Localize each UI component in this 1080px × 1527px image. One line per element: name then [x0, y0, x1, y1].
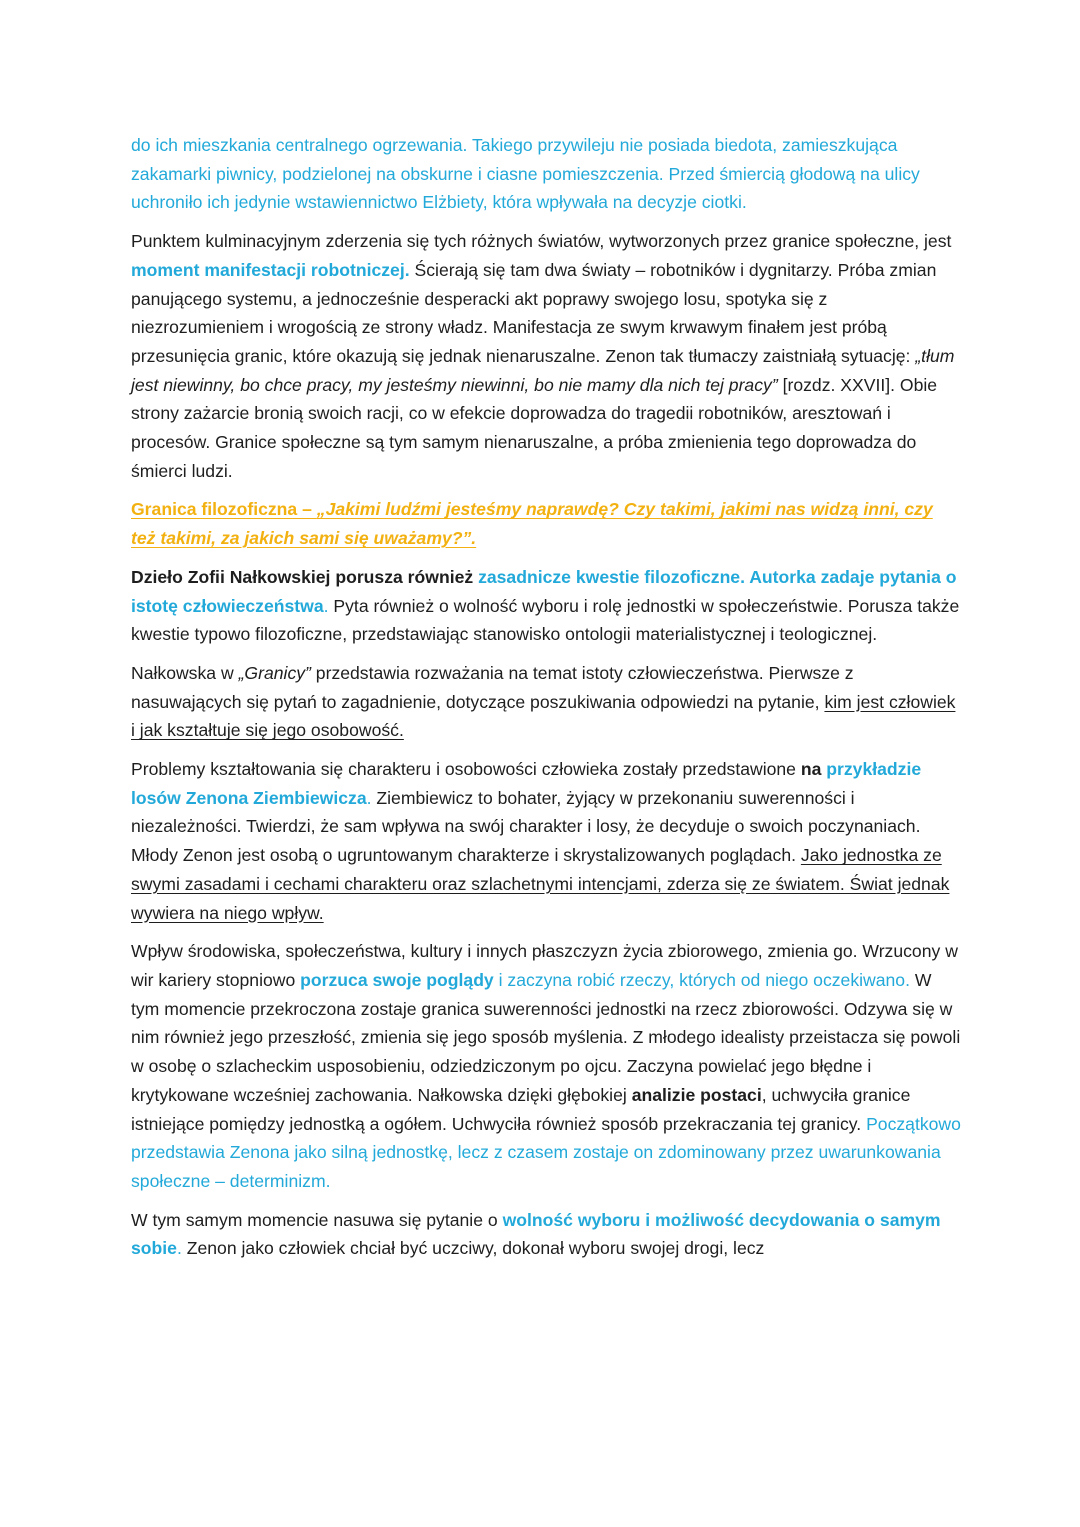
paragraph-6 [131, 937, 961, 1195]
bold-text: Dzieło Zofii Nałkowskiej porusza również [131, 566, 479, 587]
emphasis-text: wolność wyboru i możliwość decydowania o samym sobie [131, 1209, 941, 1259]
paragraph-1 [131, 131, 961, 217]
paragraph-4 [131, 659, 961, 745]
text: Zenon jako człowiek chciał być uczciwy, dokonał wyboru swojej drogi, lecz [181, 1238, 765, 1259]
document-page [131, 131, 961, 1273]
paragraph-3 [131, 563, 961, 649]
highlighted-text: Początkowo przedstawia Zenona jako silną jednostkę, lecz z czasem zostaje on zdominowany przez uwarunkowania społeczne – determinizm. [131, 1113, 961, 1191]
text: przedstawia rozważania na temat istoty człowieczeństwa. Pierwsze z nasuwających się pytań to zagadnienie, dotyczące poszukiwania odpowiedzi na pytanie, [131, 662, 854, 712]
emphasis-text: porzuca swoje poglądy [300, 969, 494, 990]
text: W tym momencie przekroczona zostaje granica suwerenności jednostki na rzecz zbiorowości. Odzywa się w nim również jego przeszłość, zmienia się jego sposób myślenia. Z młodego idealisty przeistacza się powoli w osobę o szlacheckim usposobieniu, odziedziczonym po ojcu. Zaczyna powielać jego błędne i krytykowane wcześniej zachowania. Nałkowska dzięki głębokiej [131, 969, 961, 1105]
emphasis-text: przykładzie losów Zenona Ziembiewicza [131, 759, 922, 808]
text: [rozdz. XXVII]. Obie strony zażarcie bronią swoich racji, co w efekcie doprowadza do tragedii robotników, aresztowań i procesów. Granice społeczne są tym samym nienaruszalne, a próba zmienienia tego doprowadza do śmierci ludzi. [131, 374, 938, 481]
text: Ziembiewicz to bohater, żyjący w przekonaniu suwerenności i niezależności. Twierdzi, że sam wpływa na swój charakter i losy, że decyduje o swoich poczynaniach. Młody Zenon jest osobą o ugruntowanym charakterze i skrystalizowanych poglądach. [131, 787, 921, 866]
text: Problemy kształtowania się charakteru i osobowości człowieka zostały przedstawione [131, 759, 801, 780]
highlighted-text: do ich mieszkania centralnego ogrzewania. Takiego przywileju nie posiada biedota, zamieszkująca zakamarki piwnicy, podzielonej na obskurne i ciasne pomieszczenia. Przed śmiercią głodową na ulicy uchroniło ich jedynie wstawiennictwo Elżbiety, która wpływała na decyzje ciotki. [131, 135, 920, 213]
underlined-text: kim jest człowiek i jak kształtuje się jego osobowość. [131, 691, 956, 741]
highlighted-text: . [323, 595, 329, 616]
text: W tym samym momencie nasuwa się pytanie o [131, 1209, 503, 1230]
section-heading [131, 495, 961, 552]
text: Punktem kulminacyjnym zderzenia się tych różnych światów, wytworzonych przez granice społeczne, jest [131, 231, 952, 252]
text: Ścierają się tam dwa światy – robotników i dygnitarzy. Próba zmian panującego systemu, a jednocześnie desperacki akt poprawy swojego losu, spotyka się z niezrozumieniem i wrogością ze strony władz. Manifestacja ze swym krwawym finałem jest próbą przesunięcia granic, które okazują się jednak nienaruszalne. Zenon tak tłumaczy zaistniałą sytuację: [131, 259, 937, 366]
bold-text: analizie postaci [631, 1084, 762, 1105]
underlined-text: Jako jednostka ze swymi zasadami i cechami charakteru oraz szlachetnymi intencjami, zderza się ze światem. Świat jednak wywiera na niego wpływ. [131, 845, 950, 923]
highlighted-text: . [176, 1238, 182, 1259]
title-text: „Granicy” [238, 662, 311, 683]
paragraph-7 [131, 1206, 961, 1263]
bold-text: na [800, 759, 822, 780]
heading-question: „Jakimi ludźmi jesteśmy naprawdę? Czy takimi, jakimi nas widzą inni, czy też takimi, za jakich sami się uważamy?”. [131, 499, 933, 549]
paragraph-5 [131, 755, 961, 927]
text: Nałkowska w [131, 662, 239, 683]
emphasis-text: zasadnicze kwestie filozoficzne. Autorka zadaje pytania o istotę człowieczeństwa [131, 566, 957, 616]
text: , uchwyciła granice istniejące pomiędzy jednostką a ogółem. Uchwyciła również sposób przekraczania tej granicy. [131, 1084, 911, 1134]
emphasis-text: moment manifestacji robotniczej. [131, 259, 410, 280]
text: Pyta również o wolność wyboru i rolę jednostki w społeczeństwie. Porusza także kwestie typowo filozoficzne, przedstawiając stanowisko ontologii materialistycznej i teologicznej. [131, 595, 960, 645]
heading-label: Granica filozoficzna – [131, 499, 317, 520]
text: Wpływ środowiska, społeczeństwa, kultury i innych płaszczyzn życia zbiorowego, zmienia go. Wrzucony w wir kariery stopniowo [131, 941, 958, 990]
quote-text: „tłum jest niewinny, bo chce pracy, my jesteśmy niewinni, bo nie mamy dla nich tej pracy” [131, 345, 955, 395]
highlighted-text: i zaczyna robić rzeczy, których od niego oczekiwano. [493, 969, 910, 990]
paragraph-2 [131, 227, 961, 485]
highlighted-text: . [366, 787, 372, 808]
